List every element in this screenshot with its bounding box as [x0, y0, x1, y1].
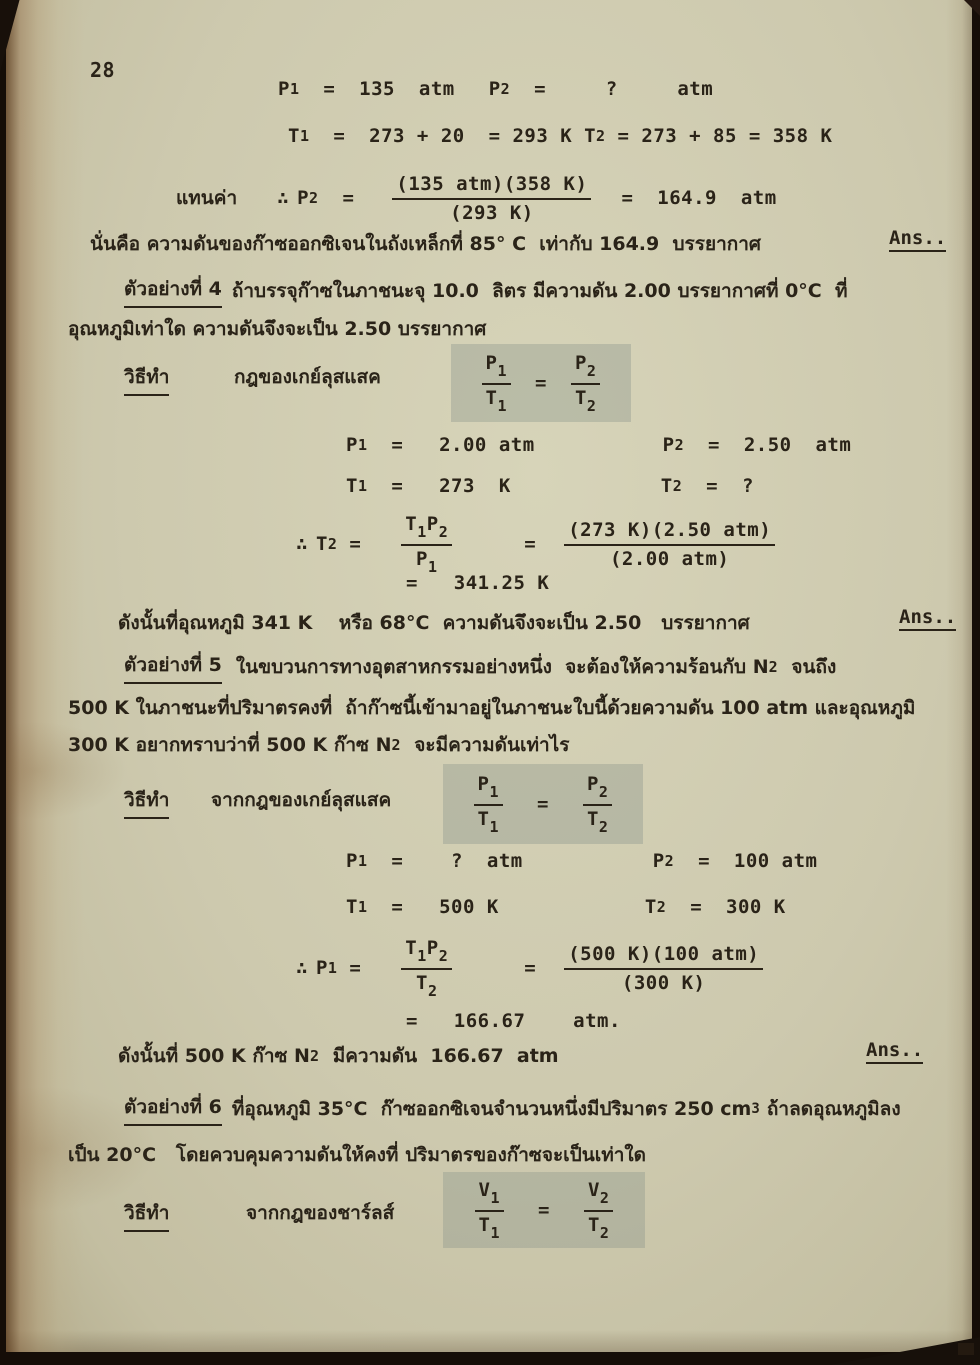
result-value: = 164.9 atm — [621, 187, 777, 209]
ex6-method-label: วิธีทำ — [124, 1198, 169, 1232]
ex5-therefore-line: ∴ P 1 = $\frac{T_1P_2}{T_2}$ = $\frac{\text{(500 K)(100 atm)}}{(300 K)}$ — [296, 922, 763, 1014]
ex5-answer-mark: Ans.. — [866, 1039, 923, 1064]
ex4-conclusion: ดังนั้นที่อุณหภูมิ 341 K หรือ 68°C ความดันจึงจะเป็น 2.50 บรรยากาศ — [118, 612, 750, 634]
fraction-calculation — [564, 943, 763, 994]
t-symbol: T — [644, 896, 657, 918]
book-page — [6, 0, 972, 1352]
ex5-problem-text: ในขบวนการทางอุตสาหกรรมอย่างหนึ่ง จะต้องให้ความร้อนกับ N — [235, 656, 769, 678]
subscript-2: 2 — [596, 127, 606, 145]
t1-value: = 273 K — [367, 475, 511, 497]
ex4-method-label: วิธีทำ — [124, 362, 169, 396]
t-symbol: T — [346, 475, 358, 497]
ex5-given-pressures: P 1 = ? atm P 2 = 100 atm — [346, 850, 818, 872]
p-symbol: P — [297, 187, 310, 209]
fraction-denominator: $T_1$ — [485, 386, 508, 415]
fraction-t1p2-t2 — [401, 937, 452, 1000]
ex4-answer-mark: Ans.. — [899, 606, 956, 631]
gay-lussac-formula-box — [451, 344, 631, 422]
fraction-v2-t2 — [584, 1179, 613, 1242]
fraction-p2-t2 — [583, 773, 612, 836]
fraction-numerator: (500 K)(100 atm) — [564, 943, 763, 970]
t-symbol: T — [288, 125, 300, 147]
fraction-numerator: $P_2$ — [583, 773, 612, 806]
p-symbol: P — [315, 957, 328, 979]
p2-value: = 2.50 atm — [684, 434, 852, 456]
fraction-numerator: $T_1P_2$ — [401, 513, 452, 546]
ex4-therefore-line: ∴ T 2 = $\frac{T_1P_2}{P_1}$ = $\frac{\text{(273 K)(2.50 atm)}}{\text{(2.00 atm)}}$ — [296, 498, 775, 590]
p1-value: = ? atm — [367, 850, 523, 872]
substitute-label: แทนค่า — [176, 187, 238, 209]
ex4-problem-text: ถ้าบรรจุก๊าซในภาชนะจุ 10.0 ลิตร มีความดัน 2.00 บรรยากาศที่ 0°C ที่ — [231, 280, 848, 302]
ex4-result-line: = 341.25 K — [406, 572, 550, 594]
t-symbol: T — [346, 896, 358, 918]
fraction-denominator: $T_1$ — [477, 807, 500, 836]
subscript-2: 2 — [309, 189, 319, 207]
p1-value: = 135 atm — [299, 78, 455, 100]
equals-sign: = — [535, 372, 547, 394]
subscript-2: 2 — [309, 1047, 320, 1065]
ex6-law-label: จากกฎของชาร์ลส์ — [246, 1202, 395, 1224]
ex3-conclusion: นั่นคือ ความดันของก๊าซออกซิเจนในถังเหล็กที่ 85° C เท่ากับ 164.9 บรรยากาศ — [90, 233, 761, 255]
equals-sign: = — [318, 187, 355, 209]
fraction-v1-t1 — [475, 1179, 504, 1242]
page-corner-notch — [958, 1343, 974, 1355]
fraction-p1-t1 — [482, 352, 511, 415]
t2-value: = 273 + 85 = 358 K — [605, 125, 833, 147]
ex3-temperature-values-line — [288, 125, 832, 147]
ex4-given-temperatures: T 1 = 273 K T 2 = ? — [346, 475, 754, 497]
p1-value: = 2.00 atm — [367, 434, 535, 456]
fraction — [392, 173, 591, 224]
p2-value: = 100 atm — [674, 850, 818, 872]
ex4-law-label: กฎของเกย์ลุสแสค — [234, 366, 381, 388]
charles-law-formula-box — [443, 1172, 645, 1248]
t1-value: = 500 K — [367, 896, 499, 918]
fraction-denominator: (2.00 atm) — [609, 547, 730, 570]
fraction-numerator: $V_1$ — [475, 1179, 504, 1212]
t-symbol: T — [584, 125, 597, 147]
subscript-2: 2 — [768, 658, 779, 676]
therefore-symbol: ∴ — [296, 533, 308, 555]
ex5-conclusion: ดังนั้นที่ 500 K ก๊าซ N 2 มีความดัน 166.67 atm — [118, 1045, 559, 1067]
ex3-substitution-line — [176, 162, 777, 234]
equals-sign: = — [524, 957, 537, 979]
ex6-problem-text: ที่อุณหภูมิ 35°C ก๊าซออกซิเจนจำนวนหนึ่งมีปริมาตร 250 cm — [231, 1098, 752, 1120]
equals-sign: = — [537, 793, 549, 815]
fraction-numerator: $P_1$ — [482, 352, 511, 385]
fraction-denominator: $T_2$ — [574, 386, 597, 415]
fraction-denominator: (293 K) — [450, 201, 534, 224]
p-symbol: P — [652, 850, 665, 872]
ex6-problem-line-2: เป็น 20°C โดยควบคุมความดันให้คงที่ ปริมาตรของก๊าซจะเป็นเท่าใด — [68, 1144, 646, 1166]
gay-lussac-formula-box — [443, 764, 643, 844]
fraction-t1p2-p1 — [401, 513, 452, 576]
ex6-problem-line-1: ตัวอย่างที่ 6 ที่อุณหภูมิ 35°C ก๊าซออกซิเจนจำนวนหนึ่งมีปริมาตร 250 cm 3 ถ้าลดอุณหภูมิลง — [124, 1092, 901, 1126]
equals-sign: = — [337, 957, 374, 979]
p-symbol: P — [662, 434, 675, 456]
p-symbol: P — [488, 78, 501, 100]
fraction-p2-t2 — [571, 352, 600, 415]
equals-sign: = — [538, 1199, 550, 1221]
fraction-numerator: $P_1$ — [474, 773, 503, 806]
ex3-answer-mark: Ans.. — [889, 227, 946, 252]
p2-value: = ? atm — [510, 78, 714, 100]
ex6-title: ตัวอย่างที่ 6 — [124, 1092, 222, 1126]
fraction-p1-t1 — [474, 773, 503, 836]
t2-value: = 300 K — [666, 896, 786, 918]
fraction-denominator: $P_1$ — [416, 547, 438, 576]
equals-sign: = — [337, 533, 374, 555]
subscript-2: 2 — [391, 736, 401, 754]
ex5-given-temperatures: T 1 = 500 K T 2 = 300 K — [346, 896, 786, 918]
fraction-denominator: $T_2$ — [416, 971, 438, 1000]
superscript-3: 3 — [751, 1101, 761, 1117]
therefore-symbol: ∴ — [296, 957, 308, 979]
ex5-problem-line-2: 500 K ในภาชนะที่ปริมาตรคงที่ ถ้าก๊าซนี้เข้ามาอยู่ในภาชนะใบนี้ด้วยความดัน 100 atm และอุณหภูมิ — [68, 697, 916, 719]
fraction-denominator: $T_2$ — [586, 807, 609, 836]
fraction-numerator: $P_2$ — [571, 352, 600, 385]
ex5-problem-line-1: ตัวอย่างที่ 5 ในขบวนการทางอุตสาหกรรมอย่างหนึ่ง จะต้องให้ความร้อนกับ N 2 จนถึง — [124, 650, 836, 684]
ex4-title: ตัวอย่างที่ 4 — [124, 274, 222, 308]
subscript-1: 1 — [299, 127, 310, 145]
page-number: 28 — [90, 58, 116, 82]
ex4-given-pressures: P 1 = 2.00 atm P 2 = 2.50 atm — [346, 434, 852, 456]
t-symbol: T — [660, 475, 673, 497]
p-symbol: P — [278, 78, 290, 100]
ex4-problem-line-1 — [124, 274, 848, 308]
fraction-denominator: (300 K) — [621, 971, 706, 994]
fraction-calculation — [564, 519, 775, 570]
t1-value: = 273 + 20 = 293 K — [309, 125, 585, 147]
fraction-denominator: $T_2$ — [587, 1213, 610, 1242]
therefore-symbol: ∴ — [277, 187, 290, 209]
fraction-numerator: (135 atm)(358 K) — [392, 173, 591, 200]
ex5-problem-line-3: 300 K อยากทราบว่าที่ 500 K ก๊าซ N 2 จะมีความดันเท่าไร — [68, 734, 570, 756]
ex5-result-line: = 166.67 atm. — [406, 1010, 621, 1032]
subscript-2: 2 — [500, 80, 511, 98]
ex4-problem-line-2: อุณหภูมิเท่าใด ความดันจึงจะเป็น 2.50 บรรยากาศ — [68, 318, 487, 340]
fraction-numerator: $T_1P_2$ — [401, 937, 452, 970]
ex5-title: ตัวอย่างที่ 5 — [124, 650, 222, 684]
ex3-pressure-values-line — [278, 78, 713, 100]
subscript-1: 1 — [289, 80, 300, 98]
p-symbol: P — [346, 434, 358, 456]
t-symbol: T — [315, 533, 328, 555]
fraction-denominator: $T_1$ — [478, 1213, 501, 1242]
equals-sign: = — [524, 533, 537, 555]
ex5-law-label: จากกฎของเกย์ลุสแสค — [211, 789, 392, 811]
fraction-numerator: $V_2$ — [584, 1179, 613, 1212]
fraction-numerator: (273 K)(2.50 atm) — [564, 519, 775, 546]
p-symbol: P — [346, 850, 358, 872]
ex5-method-label: วิธีทำ — [124, 785, 169, 819]
t2-value: = ? — [682, 475, 754, 497]
